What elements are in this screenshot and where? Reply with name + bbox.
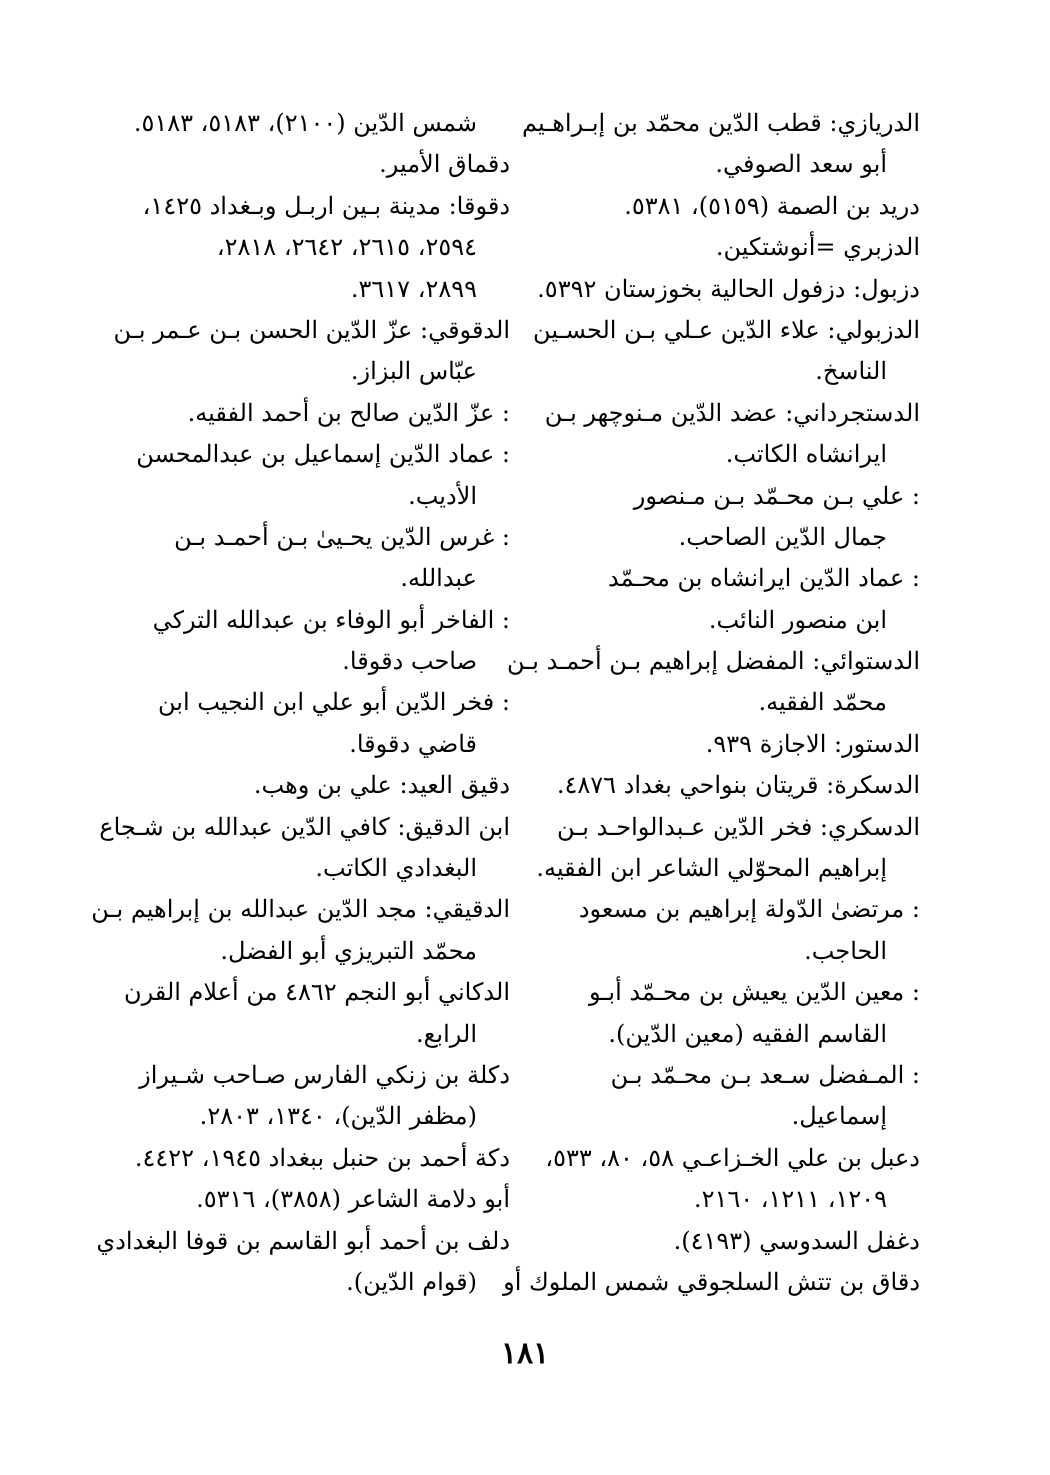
index-line: دريد بن الصمة (٥١٥٩)، ٥٣٨١. [624,191,920,220]
index-line: محمّد الفقيه. [758,688,887,717]
index-line: : عماد الدّين إسماعيل بن عبدالمحسن [136,440,510,469]
index-line: الأديب. [408,481,477,510]
index-line: عبدالله. [400,564,477,593]
index-line: دلف بن أحمد أبو القاسم بن قوفا البغدادي [96,1226,510,1255]
index-line: الدزبري =أنوشتكين. [715,233,920,262]
index-line: عبّاس البزاز. [350,357,477,386]
index-line: : المـفضل سـعد بـن محـمّد بـن [610,1060,920,1089]
index-line: الدسكري: فخر الدّين عـبدالواحـد بـن [557,812,920,841]
index-line: جمال الدّين الصاحب. [678,522,887,551]
index-line: دغفل السدوسي (٤١٩٣). [673,1226,920,1255]
index-line: (مظفر الدّين)، ١٣٤٠، ٢٨٠٣. [199,1102,477,1131]
index-line: الدقيقي: مجد الدّين عبدالله بن إبراهيم بـن [91,895,510,924]
right-column [503,103,920,1303]
index-line: دعبل بن علي الخـزاعـي ٥٨، ٨٠، ٥٣٣، [545,1143,920,1172]
index-line: الدسكرة: قريتان بنواحي بغداد ٤٨٧٦. [556,771,920,800]
index-line: البغدادي الكاتب. [315,854,477,883]
index-line: : علي بـن محـمّد بـن مـنصور [633,481,920,510]
index-line: الحاجب. [804,936,887,965]
index-line: دزبول: دزفول الحالية بخوزستان ٥٣٩٢. [537,274,920,303]
index-line: دقاق بن تتش السلجوقي شمس الملوك أو [503,1267,920,1296]
index-line: الدزبولي: علاء الدّين عـلي بـن الحسـين [533,315,920,344]
index-line: : عماد الدّين ايرانشاه بن محـمّد [608,564,920,593]
index-line: دقماق الأمير. [379,150,510,179]
index-line: ابن منصور النائب. [708,605,887,634]
index-line: أبو دلامة الشاعر (٣٨٥٨)، ٥٣١٦. [196,1185,510,1214]
index-line: إسماعيل. [791,1102,887,1131]
index-line: : عزّ الدّين صالح بن أحمد الفقيه. [187,398,510,427]
index-line: : الفاخر أبو الوفاء بن عبدالله التركي [152,605,510,634]
index-line: الرابع. [416,1019,477,1048]
index-line: صاحب دقوقا. [342,647,477,676]
left-column [91,103,510,1303]
index-line: ايرانشاه الكاتب. [725,440,887,469]
index-line: الدريازي: قطب الدّين محمّد بن إبـراهـيم [522,109,920,137]
index-line: ٢٨٩٩، ٣٦١٧. [350,274,477,303]
index-line: دكة أحمد بن حنبل ببغداد ١٩٤٥، ٤٤٢٢. [134,1143,510,1172]
index-line: الدكاني أبو النجم ٤٨٦٢ من أعلام القرن [123,978,510,1007]
index-line: دكلة بن زنكي الفارس صـاحب شـيراز [139,1060,510,1089]
index-line: الدستجرداني: عضد الدّين مـنوچهر بـن [544,398,920,427]
index-line: دقوقا: مدينة بـين اربـل وبـغداد ١٤٢٥، [142,191,510,220]
index-line: (قوام الدّين). [346,1267,477,1296]
page-number: ١٨١ [500,1336,550,1371]
index-line: شمس الدّين (٢١٠٠)، ٥١٨٣، ٥١٨٣. [133,109,477,137]
index-line: ٢٥٩٤، ٢٦١٥، ٢٦٤٢، ٢٨١٨، [216,233,477,262]
index-line: ابن الدقيق: كافي الدّين عبدالله بن شـجاع [99,812,510,841]
index-line: : معين الدّين يعيش بن محـمّد أبـو [588,978,920,1007]
index-line: دقيق العيد: علي بن وهب. [253,771,510,800]
index-line: : مرتضىٰ الدّولة إبراهيم بن مسعود [578,895,920,924]
index-line: محمّد التبريزي أبو الفضل. [220,936,477,965]
index-line: قاضي دقوقا. [349,729,477,758]
index-line: إبراهيم المحوّلي الشاعر ابن الفقيه. [536,854,887,883]
index-line: ١٢٠٩، ١٢١١، ٢١٦٠. [693,1185,887,1214]
index-line: أبو سعد الصوفي. [715,150,887,179]
index-line: الدقوقي: عزّ الدّين الحسن بـن عـمر بـن [113,315,510,344]
index-line: : فخر الدّين أبو علي ابن النجيب ابن [158,688,510,717]
index-line: الدستوائي: المفضل إبراهيم بـن أحمـد بـن [507,647,920,676]
index-line: الناسخ. [815,357,887,386]
index-line: : غرس الدّين يحـيىٰ بـن أحمـد بـن [174,522,510,551]
index-line: الدستور: الاجازة ٩٣٩. [705,729,920,758]
index-line: القاسم الفقيه (معين الدّين). [608,1019,887,1048]
